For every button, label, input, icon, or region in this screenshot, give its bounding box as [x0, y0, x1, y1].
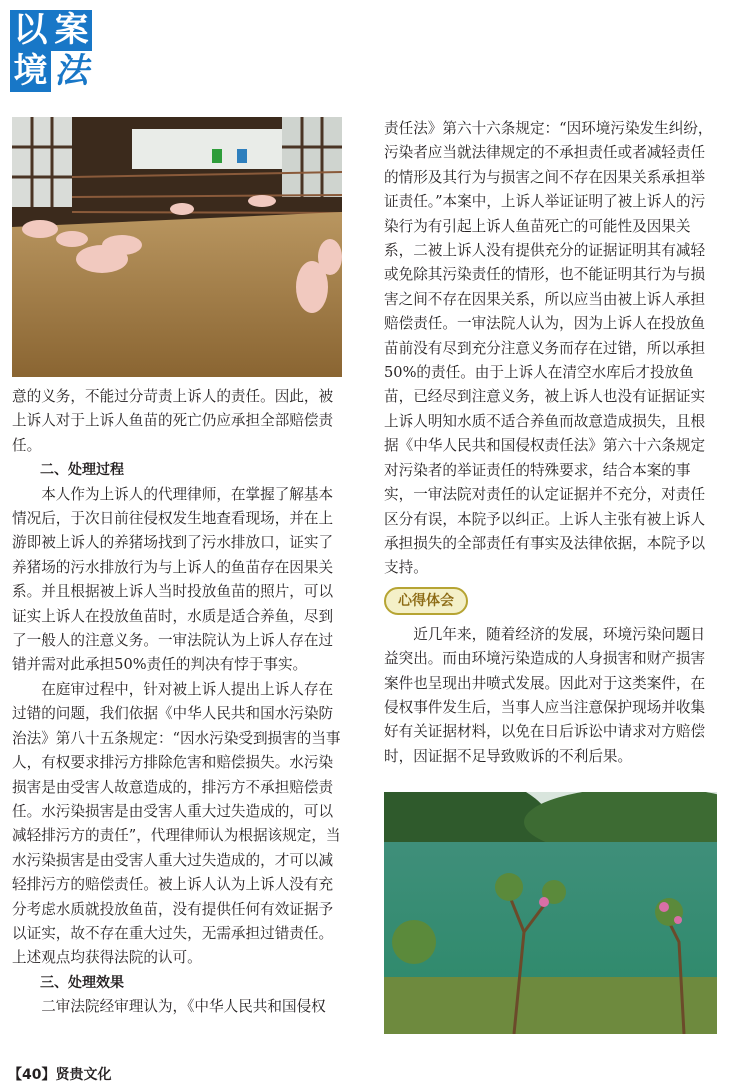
right-column — [384, 117, 718, 769]
pig-farm-photo — [12, 117, 342, 377]
logo-char-4: 法 — [51, 51, 92, 92]
paragraph: 责任法》第六十六条规定：“因环境污染发生纠纷，污染者应当就法律规定的不承担责任或者减轻责任的情形及其行为与损害之间不存在因果关系承担举证责任。”本案中，上诉人举证证明了被上诉人的污染行为有引起上诉人鱼苗死亡的可能性及因果关系，二被上诉人没有提供充分的证据证明其有减轻或免除其污染责任的情形，也不能证明其行为与损害之间不存在因果关系，所以应当由被上诉人承担赔偿责任。一审法院人认为，因为上诉人在投放鱼苗前没有尽到充分注意义务而存在过错，所以承担50%的责任。由于上诉人在清空水库后才投放鱼苗，已经尽到注意义务，被上诉人也没有证据证实上诉人明知水质不适合养鱼而故意造成损失，且根据《中华人民共和国侵权责任法》第六十六条规定对污染者的举证责任的特殊要求，结合本案的事实，一审法院对责任的认定证据并不充分，对责任区分有误，本院予以纠正。上诉人主张有被上诉人承担损失的全部责任有事实及法律依据，本院予以支持。 — [384, 120, 713, 577]
logo-char-2: 案 — [51, 10, 92, 51]
experience-badge: 心得体会 — [384, 587, 468, 615]
left-column — [12, 385, 344, 1020]
section-logo — [10, 10, 92, 92]
logo-char-1: 以 — [13, 10, 48, 50]
section-heading-process: 二、处理过程 — [40, 462, 124, 479]
paragraph: 本人作为上诉人的代理律师，在掌握了解基本情况后，于次日前往侵权发生地查看现场，并在上游即被上诉人的养猪场找到了污水排放口，证实了养猪场的污水排放行为与上诉人的鱼苗存在因果关系。并且根据被上诉人当时投放鱼苗的照片，可以证实上诉人在投放鱼苗时，水质是适合养鱼，尽到了一般人的注意义务。一审法院认为上诉人存在过错并需对此承担50%责任的判决有悖于事实。 — [12, 485, 334, 674]
paragraph: 意的义务，不能过分苛责上诉人的责任。因此，被上诉人对于上诉人鱼苗的死亡仍应承担全部赔偿责任。 — [12, 388, 334, 454]
section-heading-effect: 三、处理效果 — [40, 974, 124, 991]
paragraph: 近几年来，随着经济的发展，环境污染问题日益突出。而由环境污染造成的人身损害和财产损害案件也呈现出井喷式发展。因此对于这类案件，在侵权事件发生后，当事人应当注意保护现场并收集好有关证据材料，以免在日后诉讼中请求对方赔偿时，因证据不足导致败诉的不利后果。 — [384, 625, 706, 765]
paragraph: 二审法院经审理认为，《中华人民共和国侵权 — [41, 998, 326, 1016]
logo-char-3: 境 — [13, 51, 48, 91]
pond-photo — [384, 792, 717, 1034]
paragraph: 在庭审过程中，针对被上诉人提出上诉人存在过错的问题，我们依据《中华人民共和国水污染防治法》第八十五条规定：“因水污染受到损害的当事人，有权要求排污方排除危害和赔偿损失。水污染损害是由受害人故意造成的，排污方不承担赔偿责任。水污染损害是由受害人重大过失造成的，可以减轻排污方的责任”，代理律师认为根据该规定，当水污染损害是由受害人重大过失造成的，才可以减轻排污方的赔偿责任。被上诉人认为上诉人没有充分考虑水质就投放鱼苗，没有提供任何有效证据予以证实，故不存在重大过失，无需承担过错责任。上述观点均获得法院的认可。 — [12, 680, 341, 967]
page-footer: 【40】贤贵文化 — [8, 1067, 112, 1083]
